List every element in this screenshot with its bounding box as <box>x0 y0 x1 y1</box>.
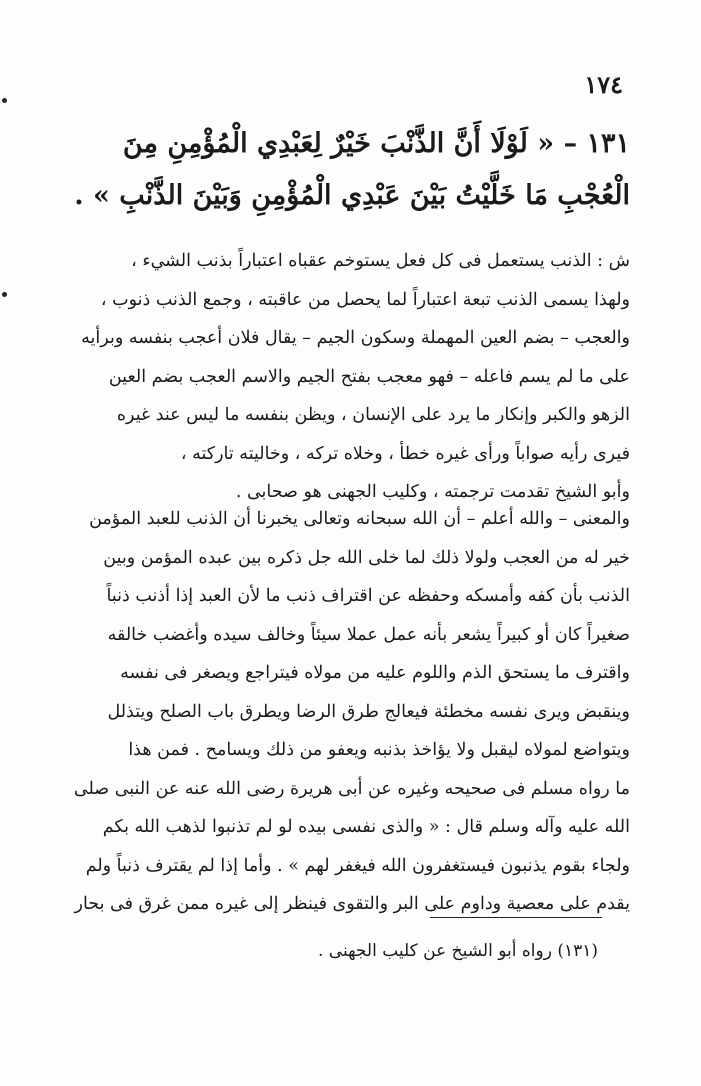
commentary-line: فيرى رأيه صواباً ورأى غيره خطأ ، وخلاه تركه ، وخاليته تاركته ، <box>180 443 630 464</box>
commentary-line: ولهذا يسمى الذنب تبعة اعتباراً لما يحصل من عاقبته ، وجمع الذنب ذنوب ، <box>100 289 630 310</box>
hadith-heading <box>70 118 630 222</box>
meaning-line: الله عليه وآله وسلم قال : « والذى نفسى بيده لو لم تذنبوا لذهب الله بكم <box>102 817 630 837</box>
meaning-line: ولجاء بقوم يذنبون فيستغفرون الله فيغفر لهم » . وأما إذا لم يقترف ذنباً ولم <box>85 855 630 876</box>
margin-mark-middle <box>2 292 7 297</box>
commentary-line: الزهو والكبر وإنكار ما يرد على الإنسان ، ويظن بنفسه ما ليس عند غيره <box>116 405 630 425</box>
margin-mark-top <box>2 98 7 103</box>
meaning-line: الذنب بأن كفه وأمسكه وحفظه عن اقتراف ذنب ما لأن العبد إذا أذنب ذنباً <box>106 586 630 606</box>
hadith-heading-line: الْعُجْبِ مَا خَلَّيْتُ بَيْنَ عَبْدِي الْمُؤْمِنِ وَبَيْنَ الذَّنْبِ » . <box>74 180 630 211</box>
commentary-line: على ما لم يسم فاعله – فهو معجب بفتح الجيم والاسم العجب بضم العين <box>108 366 630 387</box>
meaning-line: ما رواه مسلم فى صحيحه وغيره عن أبى هريرة رضى الله عنه عن النبى صلى <box>73 778 630 799</box>
commentary-line: ش : الذنب يستعمل فى كل فعل يستوخم عقباه اعتباراً بذنب الشيء ، <box>131 251 630 271</box>
page-number: ١٧٤ <box>584 70 623 99</box>
meaning-line: صغيراً كان أو كبيراً يشعر بأنه عمل عملا سيئاً وخالف سيده وأغضب خالقه <box>107 624 630 645</box>
meaning-line: خير له من العجب ولولا ذلك لما خلى الله جل ذكره بين عبده المؤمن وبين <box>103 547 630 568</box>
meaning-line: وينقبض ويرى نفسه مخطئة فيعالج طرق الرضا ويطرق باب الصلح ويتذلل <box>107 701 630 722</box>
commentary-line: وأبو الشيخ تقدمت ترجمته ، وكليب الجهنى هو صحابى . <box>235 482 630 502</box>
meaning-line: والمعنى – والله أعلم – أن الله سبحانه وتعالى يخبرنا أن الذنب للعبد المؤمن <box>89 509 630 529</box>
hadith-heading-line: ١٣١ – « لَوْلَا أَنَّ الذَّنْبَ خَيْرٌ لِعَبْدِي الْمُؤْمِنِ مِنَ <box>122 128 630 159</box>
meaning-paragraph <box>70 500 630 924</box>
commentary-paragraph <box>70 242 630 512</box>
meaning-line: يقدم على معصية وداوم على البر والتقوى فينظر إلى غيره ممن غرق فى بحار <box>74 894 630 914</box>
meaning-line: واقترف ما يستحق الذم واللوم عليه من مولاه فيتراجع ويصغر فى نفسه <box>120 663 630 683</box>
commentary-line: والعجب – بضم العين المهملة وسكون الجيم – يقال فلان أعجب بنفسه وبرأيه <box>81 328 630 348</box>
footnote: (١٣١) رواه أبو الشيخ عن كليب الجهنى . <box>317 941 598 961</box>
footnote-divider <box>430 917 602 918</box>
meaning-line: ويتواضع لمولاه ليقبل ولا يؤاخذ بذنبه ويعفو من ذلك ويسامح . فمن هذا <box>128 740 630 760</box>
